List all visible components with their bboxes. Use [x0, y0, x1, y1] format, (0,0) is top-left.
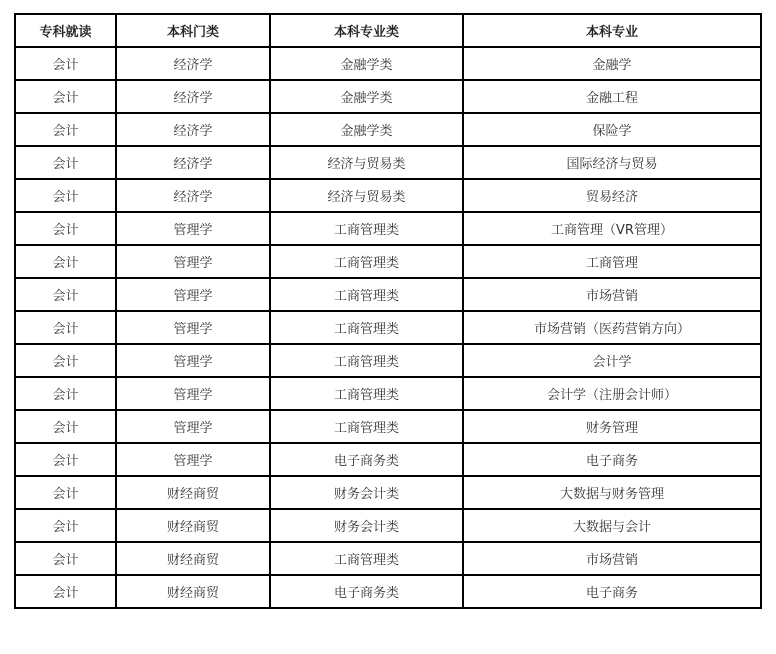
cell-junior-major: 会计	[15, 377, 116, 410]
cell-junior-major: 会计	[15, 47, 116, 80]
table-row	[15, 542, 761, 575]
table-row	[15, 47, 761, 80]
table-row	[15, 179, 761, 212]
cell-junior-major: 会计	[15, 344, 116, 377]
cell-undergrad-major-class: 工商管理类	[270, 311, 463, 344]
cell-undergrad-major: 国际经济与贸易	[463, 146, 761, 179]
cell-undergrad-major-class: 财务会计类	[270, 476, 463, 509]
cell-undergrad-major: 金融学	[463, 47, 761, 80]
cell-undergrad-major-class: 经济与贸易类	[270, 146, 463, 179]
cell-undergrad-category: 财经商贸	[116, 509, 270, 542]
cell-junior-major: 会计	[15, 410, 116, 443]
cell-undergrad-major-class: 金融学类	[270, 47, 463, 80]
cell-undergrad-major: 大数据与会计	[463, 509, 761, 542]
cell-junior-major: 会计	[15, 212, 116, 245]
cell-undergrad-major-class: 财务会计类	[270, 509, 463, 542]
major-mapping-table	[14, 13, 762, 609]
cell-undergrad-category: 财经商贸	[116, 542, 270, 575]
cell-junior-major: 会计	[15, 113, 116, 146]
cell-undergrad-major-class: 电子商务类	[270, 575, 463, 608]
cell-undergrad-major-class: 工商管理类	[270, 377, 463, 410]
table-row	[15, 113, 761, 146]
table-row	[15, 476, 761, 509]
cell-undergrad-category: 管理学	[116, 344, 270, 377]
cell-undergrad-category: 经济学	[116, 80, 270, 113]
table-body	[15, 47, 761, 608]
table-row	[15, 443, 761, 476]
table-row	[15, 344, 761, 377]
cell-undergrad-major: 市场营销	[463, 278, 761, 311]
cell-undergrad-major-class: 金融学类	[270, 113, 463, 146]
table-row	[15, 212, 761, 245]
cell-undergrad-major-class: 工商管理类	[270, 212, 463, 245]
cell-junior-major: 会计	[15, 311, 116, 344]
header-cell-undergrad-major: 本科专业	[463, 14, 761, 47]
cell-undergrad-category: 管理学	[116, 278, 270, 311]
cell-junior-major: 会计	[15, 179, 116, 212]
cell-undergrad-category: 管理学	[116, 377, 270, 410]
header-row	[15, 14, 761, 47]
cell-undergrad-category: 经济学	[116, 113, 270, 146]
cell-junior-major: 会计	[15, 443, 116, 476]
cell-junior-major: 会计	[15, 146, 116, 179]
cell-undergrad-category: 管理学	[116, 443, 270, 476]
cell-undergrad-major-class: 经济与贸易类	[270, 179, 463, 212]
cell-undergrad-major-class: 电子商务类	[270, 443, 463, 476]
cell-junior-major: 会计	[15, 542, 116, 575]
table-container	[14, 13, 762, 609]
cell-undergrad-category: 财经商贸	[116, 476, 270, 509]
cell-undergrad-major: 市场营销	[463, 542, 761, 575]
table-header	[15, 14, 761, 47]
header-cell-junior-major: 专科就读	[15, 14, 116, 47]
cell-junior-major: 会计	[15, 278, 116, 311]
header-cell-undergrad-major-class: 本科专业类	[270, 14, 463, 47]
table-row	[15, 410, 761, 443]
cell-junior-major: 会计	[15, 575, 116, 608]
cell-undergrad-major: 工商管理（VR管理）	[463, 212, 761, 245]
cell-undergrad-category: 管理学	[116, 245, 270, 278]
cell-undergrad-major-class: 工商管理类	[270, 410, 463, 443]
cell-undergrad-category: 经济学	[116, 146, 270, 179]
table-row	[15, 311, 761, 344]
cell-undergrad-category: 经济学	[116, 47, 270, 80]
cell-undergrad-category: 管理学	[116, 410, 270, 443]
cell-undergrad-major: 贸易经济	[463, 179, 761, 212]
cell-undergrad-major: 会计学（注册会计师）	[463, 377, 761, 410]
cell-undergrad-major-class: 工商管理类	[270, 245, 463, 278]
cell-undergrad-major: 大数据与财务管理	[463, 476, 761, 509]
cell-undergrad-major-class: 工商管理类	[270, 344, 463, 377]
table-row	[15, 245, 761, 278]
table-row	[15, 575, 761, 608]
table-row	[15, 377, 761, 410]
cell-undergrad-category: 经济学	[116, 179, 270, 212]
cell-junior-major: 会计	[15, 80, 116, 113]
table-row	[15, 146, 761, 179]
table-row	[15, 278, 761, 311]
cell-junior-major: 会计	[15, 245, 116, 278]
table-row	[15, 80, 761, 113]
cell-undergrad-major: 会计学	[463, 344, 761, 377]
cell-junior-major: 会计	[15, 509, 116, 542]
cell-undergrad-major: 电子商务	[463, 443, 761, 476]
cell-undergrad-major-class: 工商管理类	[270, 278, 463, 311]
cell-undergrad-major: 保险学	[463, 113, 761, 146]
table-row	[15, 509, 761, 542]
cell-undergrad-category: 管理学	[116, 311, 270, 344]
header-cell-undergrad-category: 本科门类	[116, 14, 270, 47]
cell-undergrad-major: 市场营销（医药营销方向）	[463, 311, 761, 344]
cell-undergrad-major-class: 工商管理类	[270, 542, 463, 575]
cell-undergrad-major: 工商管理	[463, 245, 761, 278]
cell-undergrad-category: 财经商贸	[116, 575, 270, 608]
cell-undergrad-major: 电子商务	[463, 575, 761, 608]
cell-undergrad-major: 金融工程	[463, 80, 761, 113]
cell-undergrad-category: 管理学	[116, 212, 270, 245]
cell-undergrad-major-class: 金融学类	[270, 80, 463, 113]
cell-undergrad-major: 财务管理	[463, 410, 761, 443]
cell-junior-major: 会计	[15, 476, 116, 509]
